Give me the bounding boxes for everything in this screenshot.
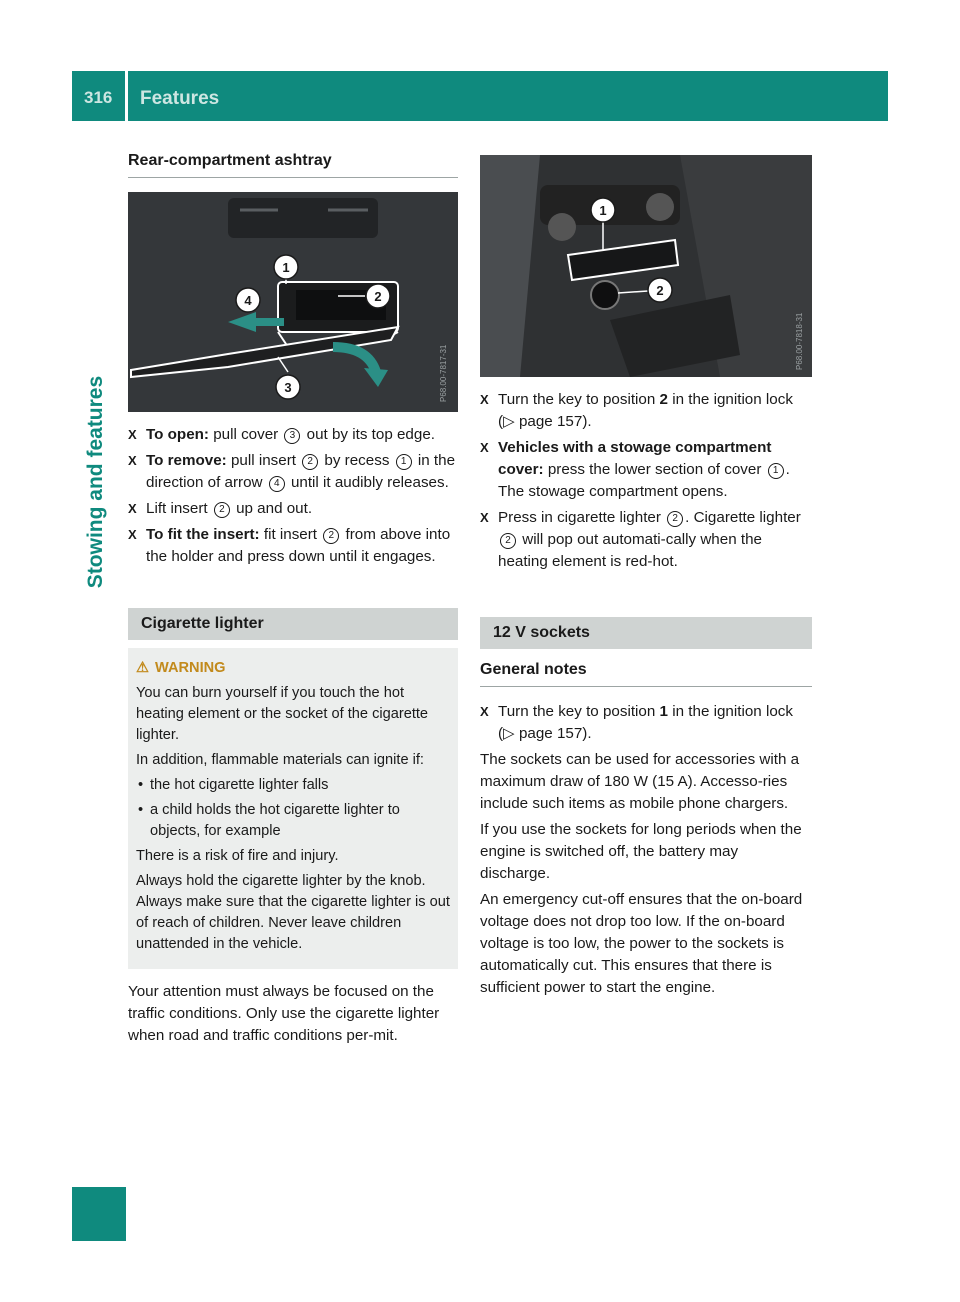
section-title-ashtray: Rear-compartment ashtray [128, 150, 458, 178]
figure-code: P68.00-7818-31 [795, 312, 804, 370]
step-open: X To open: pull cover 3 out by its top edge. [128, 426, 435, 443]
svg-text:1: 1 [599, 203, 607, 218]
callout-3 [276, 375, 300, 399]
side-tab [86, 340, 106, 620]
svg-text:4: 4 [244, 293, 252, 308]
svg-text:1: 1 [282, 260, 290, 275]
warning-icon: ⚠ [136, 660, 150, 676]
warning-text-4: Always hold the cigarette lighter by the knob. Always make sure that the cigarette lighter is out of reach of children. Never leave children unattended in the vehicle. [136, 873, 450, 952]
step-sockets-key: X Turn the key to position 1 in the ignition lock (▷ page 157). [480, 703, 793, 742]
lighter-figure [480, 155, 812, 377]
warning-text-3: There is a risk of fire and injury. [136, 848, 339, 864]
callout-2 [366, 284, 390, 308]
header-divider [125, 71, 128, 121]
ashtray-steps [128, 424, 458, 568]
warning-bullet: • a child holds the hot cigarette lighter to objects, for example [136, 800, 450, 842]
warning-title: ⚠ WARNING [136, 658, 450, 679]
step-lift: X Lift insert 2 up and out. [128, 500, 313, 517]
svg-text:2: 2 [374, 289, 382, 304]
left-column [128, 150, 458, 1051]
step-stowage-cover: X Vehicles with a stowage compartment cover: press the lower section of cover 1 . The stowage compartment opens. [480, 439, 790, 500]
lighter-illustration [480, 155, 812, 377]
svg-text:3: 3 [284, 380, 292, 395]
lighter-steps [480, 389, 812, 573]
step-turn-key: X Turn the key to position 2 in the ignition lock (▷ page 157). [480, 391, 793, 430]
ashtray-illustration [128, 192, 458, 412]
sockets-paragraph-1: The sockets can be used for accessories with a maximum draw of 180 W (15 A). Accesso-ries include such items as mobile phone chargers. [480, 751, 800, 812]
figure-code: P68.00-7817-31 [439, 344, 448, 402]
side-tab-label: Stowing and features [84, 375, 107, 589]
warning-text-1: You can burn yourself if you touch the hot heating element or the socket of the cigarette lighter. [136, 685, 429, 743]
page-number: 316 [84, 88, 113, 107]
sockets-paragraph-3: An emergency cut-off ensures that the on-board voltage does not drop too low. If the on-board voltage is too low, the power to the sockets is automatically cut. This ensures that there is sufficient power to start the engine. [480, 891, 803, 996]
step-press-lighter: X Press in cigarette lighter 2 . Cigarette lighter 2 will pop out automati-cally when the heating element is red-hot. [480, 509, 801, 570]
attention-paragraph: Your attention must always be focused on the traffic conditions. Only use the cigarette lighter when road and traffic conditions per-mit. [128, 983, 440, 1044]
warning-text-2: In addition, flammable materials can ignite if: [136, 752, 424, 768]
ashtray-figure [128, 192, 458, 412]
callout-1 [591, 198, 615, 222]
section-title-sockets: 12 V sockets [480, 617, 812, 649]
step-remove: X To remove: pull insert 2 by recess 1 in the direction of arrow 4 until it audibly releases. [128, 452, 456, 491]
section-title-lighter: Cigarette lighter [128, 608, 458, 640]
side-tab-marker [72, 1187, 126, 1241]
svg-text:2: 2 [656, 283, 664, 298]
callout-2 [648, 278, 672, 302]
warning-box [128, 648, 458, 969]
callout-4 [236, 288, 260, 312]
subsection-title-general-notes: General notes [480, 659, 812, 687]
warning-bullet: • the hot cigarette lighter falls [136, 775, 450, 796]
callout-1 [274, 255, 298, 279]
sockets-paragraph-2: If you use the sockets for long periods when the engine is switched off, the battery may discharge. [480, 821, 802, 882]
chapter-title: Features [140, 88, 220, 109]
right-column [480, 150, 812, 1003]
step-fit: X To fit the insert: fit insert 2 from above into the holder and press down until it engages. [128, 526, 451, 565]
